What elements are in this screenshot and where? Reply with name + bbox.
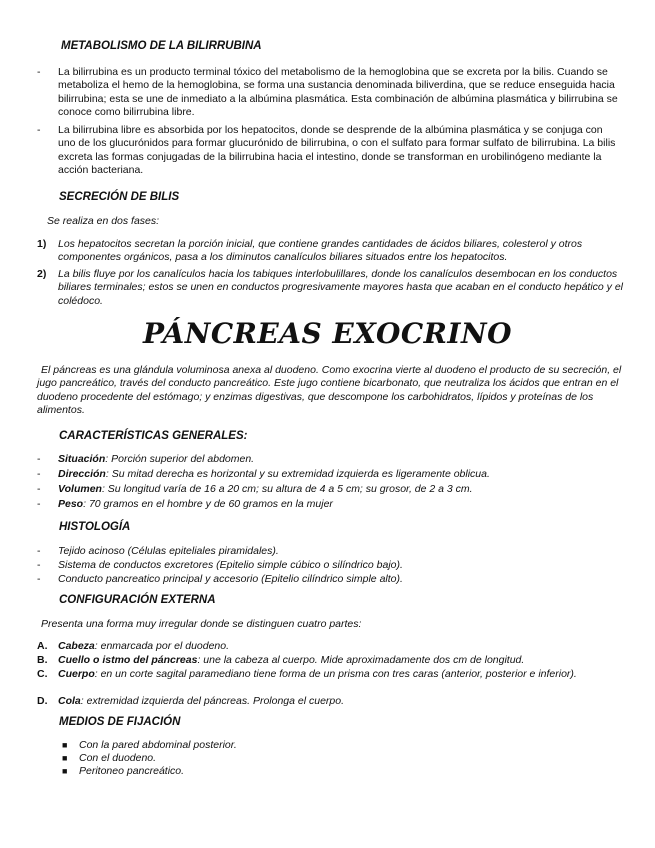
number-marker: 1) (37, 238, 47, 250)
term-text: : Porción superior del abdomen. (105, 453, 255, 465)
fijacion-item: Peritoneo pancreático. (79, 765, 185, 777)
fijacion-item: Con la pared abdominal posterior. (79, 739, 237, 751)
heading-histologia: HISTOLOGÍA (59, 521, 131, 533)
term-label: Cuello o istmo del páncreas (58, 654, 198, 666)
caracteristica-item (58, 453, 254, 466)
intro-paragraph: El páncreas es una glándula voluminosa anexa al duodeno. Como exocrina vierte al duodeno el producto de su secreción, el jugo pancreático, través del conducto pancreático. Este jugo contiene bicarbonato, que neutraliza los ácidos que entran en el duodeno procedente del estómago; y enzimas digestivas, que descompone los carbohidratos, lípidos y proteínas de los alimentos. (37, 364, 622, 417)
secrecion-item-1: Los hepatocitos secretan la porción inicial, que contiene grandes cantidades de ácidos biliares, colesterol y otros componentes orgánicos, pasa a los diminutos canalículos biliares situados entre los hepatocitos. (58, 238, 583, 264)
configuracion-item (58, 640, 623, 653)
histologia-item: Sistema de conductos excretores (Epitelio simple cúbico o silíndrico bajo). (58, 559, 403, 571)
letter-marker: B. (37, 654, 48, 666)
term-text: : Su mitad derecha es horizontal y su extremidad izquierda es ligeramente oblicua. (105, 468, 490, 480)
number-marker: 2) (37, 268, 47, 280)
letter-marker: C. (37, 668, 48, 680)
dash-marker: - (37, 559, 41, 571)
dash-marker: - (37, 124, 41, 136)
configuracion-item (58, 654, 623, 667)
caracteristica-item (58, 468, 490, 481)
histologia-item: Tejido acinoso (Células epiteliales piramidales). (58, 545, 279, 557)
secrecion-intro: Se realiza en dos fases: (47, 215, 160, 227)
term-label: Peso (58, 498, 84, 510)
secrecion-item-2: La bilis fluye por los canalículos hacia los tabiques interlobulillares, donde los canalículos desembocan en los conductos biliares terminales; estos se unen en conductos progresivamente mayores hasta que acaban en el conducto hepático y el colédoco. (58, 268, 624, 307)
dash-marker: - (37, 483, 41, 495)
page-title: PÁNCREAS EXOCRINO (142, 317, 513, 350)
configuracion-item (58, 695, 623, 708)
term-label: Cuerpo (58, 668, 95, 680)
dash-marker: - (37, 573, 41, 585)
dash-marker: - (37, 66, 41, 78)
heading-fijacion: MEDIOS DE FIJACIÓN (59, 716, 181, 728)
metabolismo-item-2: La bilirrubina libre es absorbida por los hepatocitos, donde se desprende de la albúmina plasmática y se conjuga con uno de los glucurónidos para formar glucurónido de bilirrubina, o con el sulfato para formar sulfato de bilirrubina. La bilis excreta las formas conjugadas de la bilirrubina hacia el intestino, donde se transforman en urobilinógeno mediante la acción bacteriana. (58, 124, 616, 177)
histologia-item: Conducto pancreatico principal y accesorio (Epitelio cilíndrico simple alto). (58, 573, 403, 585)
heading-metabolismo: METABOLISMO DE LA BILIRRUBINA (61, 40, 262, 52)
letter-marker: A. (37, 640, 48, 652)
dash-marker: - (37, 498, 41, 510)
term-text: : Su longitud varía de 16 a 20 cm; su altura de 4 a 5 cm; su grosor, de 2 a 3 cm. (101, 483, 473, 495)
dash-marker: - (37, 468, 41, 480)
caracteristica-item (58, 483, 473, 496)
term-label: Volumen (58, 483, 102, 495)
heading-secrecion: SECRECIÓN DE BILIS (59, 191, 180, 203)
term-text: : extremidad izquierda del páncreas. Prolonga el cuerpo. (80, 695, 345, 707)
bullet-marker: ■ (62, 740, 68, 750)
term-label: Situación (58, 453, 106, 465)
dash-marker: - (37, 453, 41, 465)
caracteristica-item (58, 498, 333, 511)
configuracion-intro: Presenta una forma muy irregular donde se distinguen cuatro partes: (41, 618, 362, 630)
letter-marker: D. (37, 695, 48, 707)
fijacion-item: Con el duodeno. (79, 752, 157, 764)
term-text: : en un corte sagital paramediano tiene forma de un prisma con tres caras (anterior, posterior e inferior). (94, 668, 577, 680)
bullet-marker: ■ (62, 753, 68, 763)
term-label: Dirección (58, 468, 106, 480)
term-text: : 70 gramos en el hombre y de 60 gramos en la mujer (83, 498, 333, 510)
dash-marker: - (37, 545, 41, 557)
term-text: : une la cabeza al cuerpo. Mide aproximadamente dos cm de longitud. (197, 654, 525, 666)
configuracion-item (58, 668, 623, 681)
heading-configuracion: CONFIGURACIÓN EXTERNA (59, 594, 216, 606)
metabolismo-item-1: La bilirrubina es un producto terminal tóxico del metabolismo de la hemoglobina que se excreta por la bilis. Cuando se metaboliza el hemo de la hemoglobina, se forma una sustancia denominada biliverdina, que se reduce enseguida hacia bilirrubina; esta se une de inmediato a la albúmina plasmática. Esta combinación de albúmina plasmática y bilirrubina se conoce como bilirrubina libre. (58, 66, 618, 119)
term-label: Cabeza (58, 640, 95, 652)
bullet-marker: ■ (62, 766, 68, 776)
heading-caracteristicas: CARACTERÍSTICAS GENERALES: (59, 430, 248, 442)
term-label: Cola (58, 695, 81, 707)
term-text: : enmarcada por el duodeno. (94, 640, 230, 652)
